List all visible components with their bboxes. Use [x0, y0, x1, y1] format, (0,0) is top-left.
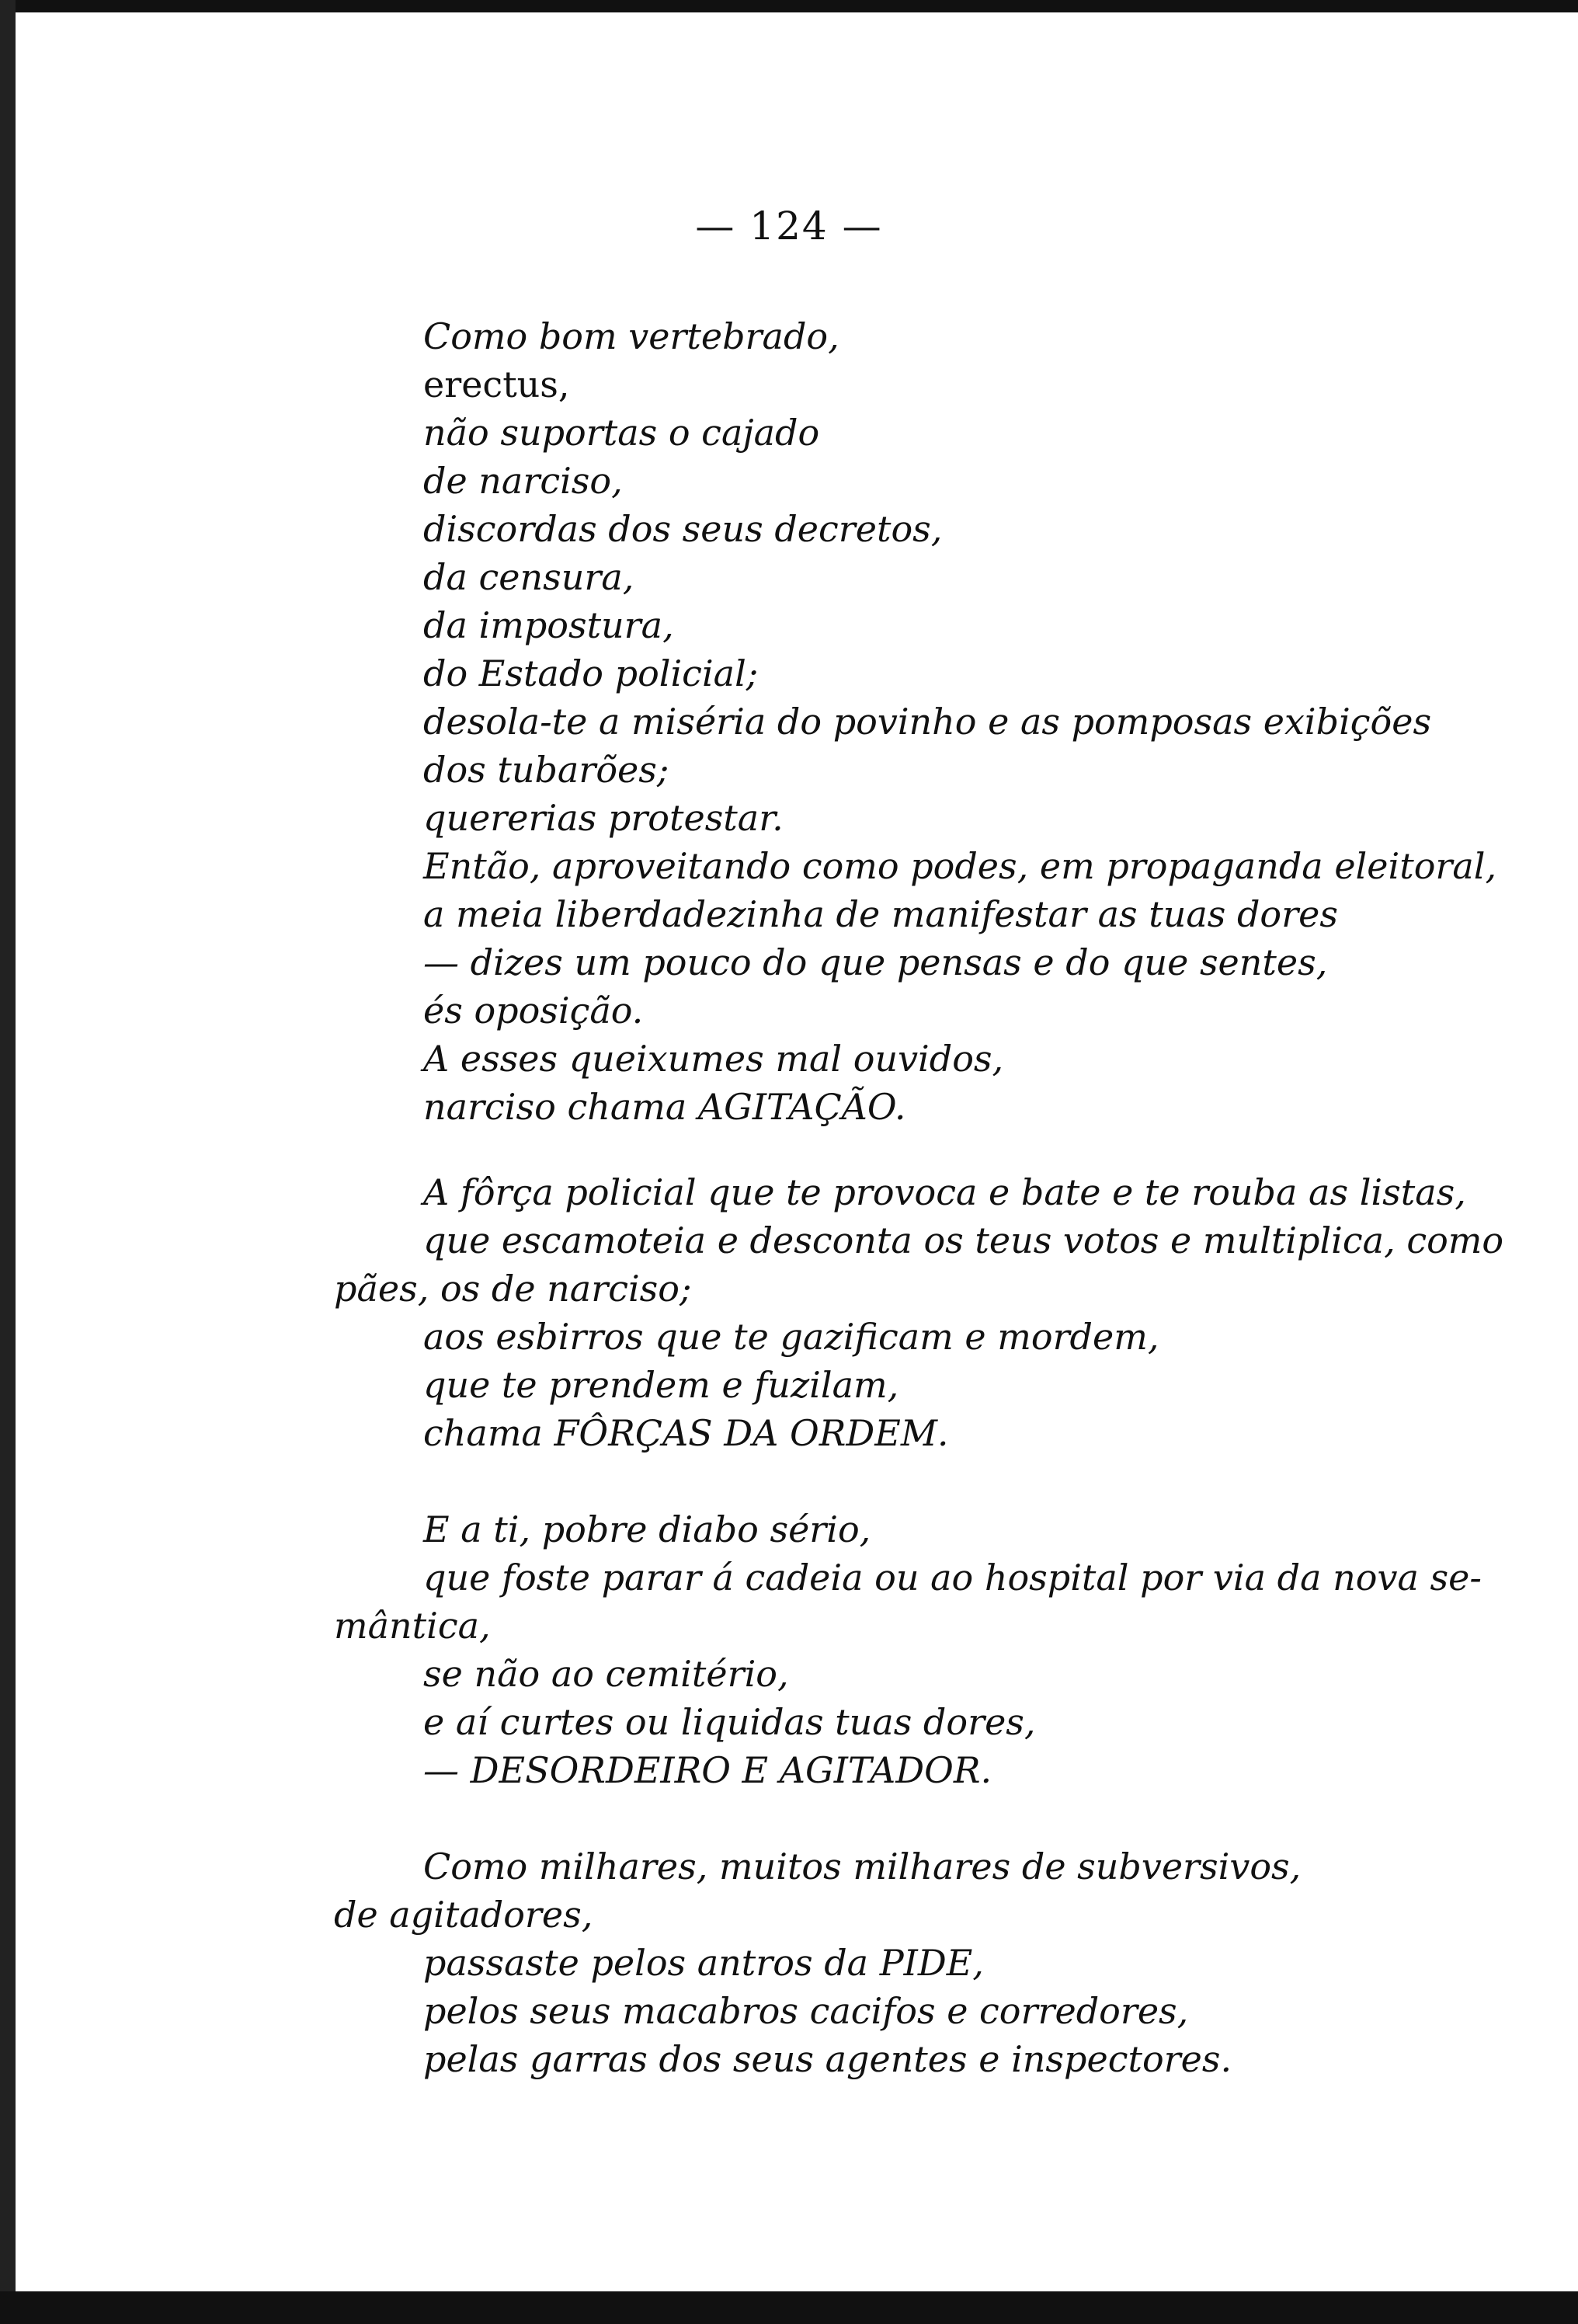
- poem-line: que escamoteia e desconta os teus votos e multiplica, como: [423, 1219, 1504, 1261]
- poem-line: pelas garras dos seus agentes e inspectores.: [423, 2038, 1232, 2080]
- poem-line: passaste pelos antros da PIDE,: [423, 1942, 984, 1984]
- poem-line: de narciso,: [423, 460, 623, 502]
- poem-line: que foste parar á cadeia ou ao hospital por via da nova se-: [423, 1557, 1482, 1599]
- poem-line: pães, os de narciso;: [334, 1268, 692, 1310]
- poem-line: chama FÔRÇAS DA ORDEM.: [423, 1412, 949, 1454]
- poem-line: Como milhares, muitos milhares de subversivos,: [423, 1846, 1302, 1887]
- scan-bottom-edge: [0, 2291, 1578, 2324]
- poem-line: mântica,: [334, 1605, 491, 1647]
- scan-top-edge: [0, 0, 1578, 12]
- poem-line: narciso chama AGITAÇÃO.: [423, 1086, 906, 1128]
- poem-line: A esses queixumes mal ouvidos,: [423, 1038, 1004, 1080]
- poem-line: desola-te a miséria do povinho e as pomposas exibições: [423, 701, 1432, 743]
- poem-line: que te prendem e fuzilam,: [423, 1364, 899, 1406]
- poem-line: não suportas o cajado: [423, 412, 820, 454]
- poem-line: a meia liberdadezinha de manifestar as tuas dores: [423, 893, 1338, 935]
- poem-line: Então, aproveitando como podes, em propaganda eleitoral,: [423, 845, 1497, 887]
- poem-line: A fôrça policial que te provoca e bate e te rouba as listas,: [423, 1171, 1466, 1213]
- poem-line: pelos seus macabros cacifos e corredores,: [423, 1990, 1189, 2032]
- scan-left-edge: [0, 0, 16, 2324]
- poem-line: de agitadores,: [334, 1894, 593, 1936]
- poem-line: és oposição.: [423, 990, 644, 1032]
- poem-line: da censura,: [423, 556, 634, 598]
- poem-line: quererias protestar.: [423, 797, 784, 839]
- poem-line: dos tubarões;: [423, 749, 669, 791]
- poem-line: discordas dos seus decretos,: [423, 508, 943, 550]
- poem-line: E a ti, pobre diabo sério,: [423, 1508, 871, 1550]
- page-number: — 124 —: [695, 204, 883, 249]
- poem-line: e aí curtes ou liquidas tuas dores,: [423, 1701, 1036, 1743]
- poem-line: — DESORDEIRO E AGITADOR.: [423, 1749, 992, 1791]
- poem-line: erectus,: [423, 364, 570, 405]
- poem-line: se não ao cemitério,: [423, 1653, 789, 1695]
- poem-line: do Estado policial;: [423, 652, 759, 694]
- poem-line: Como bom vertebrado,: [423, 315, 839, 357]
- poem-line: aos esbirros que te gazificam e mordem,: [423, 1316, 1159, 1358]
- poem-line: da impostura,: [423, 604, 674, 646]
- poem-line: — dizes um pouco do que pensas e do que sentes,: [423, 941, 1328, 983]
